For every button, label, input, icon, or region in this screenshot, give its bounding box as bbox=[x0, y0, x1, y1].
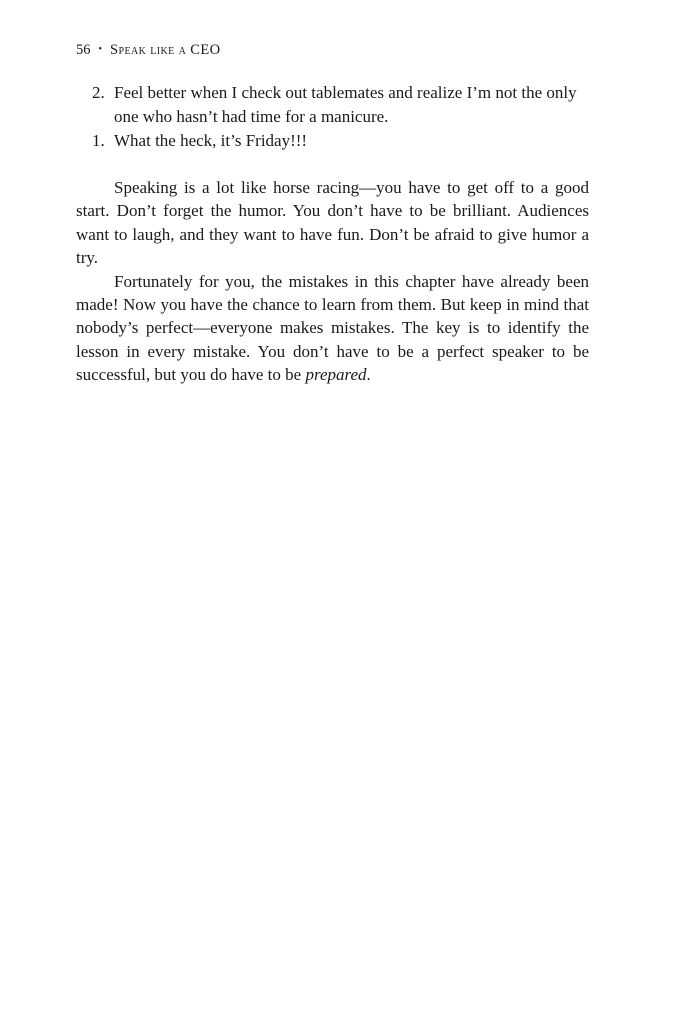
paragraph: Speaking is a lot like horse racing—you have to get off to a good start. Don’t forget the humor. You don’t have to be brilliant. Audiences want to laugh, and they want to have fun. Don’t be afraid to give humor a try. bbox=[76, 178, 589, 268]
paragraph-end: . bbox=[366, 365, 371, 385]
book-title: Speak like a CEO bbox=[110, 42, 221, 58]
list-item bbox=[76, 129, 589, 153]
paragraph-text: Fortunately for you, the mistakes in this chapter have already been made! Now you have the chance to learn from them. But keep in mind that nobody’s perfect—everyone makes mistakes. The key is to identify the lesson in every mistake. You don’t have to be a perfect speaker to be successful, but you do have to be bbox=[76, 271, 589, 385]
emphasis-text: prepared bbox=[305, 365, 367, 385]
list-item bbox=[76, 81, 589, 129]
list-item-number: 2. bbox=[92, 83, 105, 102]
list-item-text: Feel better when I check out tablemates and realize I’m not the only one who hasn’t had time for a manicure. bbox=[114, 83, 577, 126]
body-text bbox=[76, 176, 589, 387]
numbered-list bbox=[76, 81, 589, 153]
running-header bbox=[76, 40, 220, 62]
page-number: 56 bbox=[76, 42, 91, 58]
paragraph bbox=[76, 270, 589, 387]
list-item-text: What the heck, it’s Friday!!! bbox=[114, 131, 308, 150]
header-separator: • bbox=[98, 44, 103, 55]
list-item-number: 1. bbox=[92, 131, 105, 150]
